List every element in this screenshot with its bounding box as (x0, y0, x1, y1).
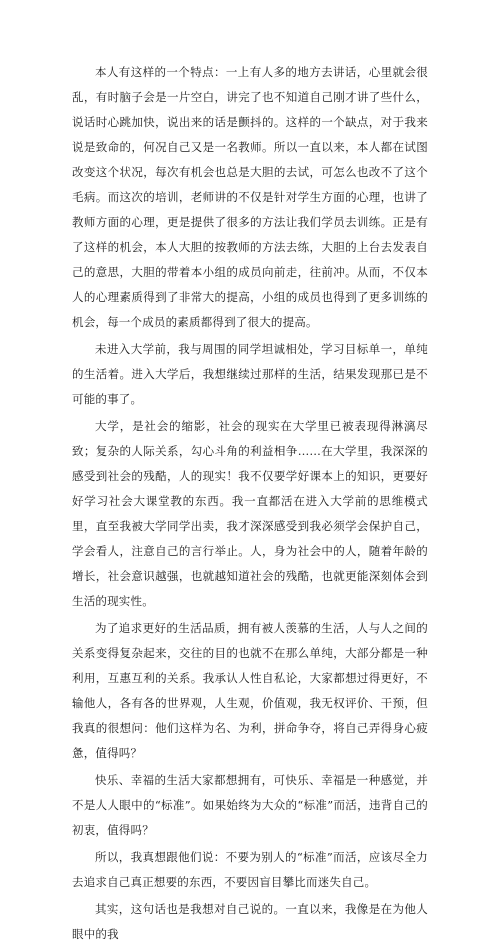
paragraph-7: 其实，这句话也是我想对自己说的。一直以来，我像是在为他人眼中的我 (72, 902, 428, 941)
paragraph-5: 快乐、幸福的生活大家都想拥有，可快乐、幸福是一种感觉，并不是人人眼中的“标准”。如果始终为大众的“标准”而活，违背自己的初衷，值得吗？ (72, 773, 428, 837)
paragraph-4: 为了追求更好的生活品质，拥有被人羡慕的生活，人与人之间的关系变得复杂起来，交往的目的也就不在那么单纯，大部分都是一种利用，互惠互利的关系。我承认人性自私论，大家都想过得更好，不输他人，各有各的世界观，人生观，价值观，我无权评价、干预，但我真的很想问：他们这样为名、为利，拼命争夺，将自己弄得身心疲惫，值得吗？ (72, 621, 428, 760)
paragraph-6: 所以，我真想跟他们说：不要为别人的“标准”而活，应该尽全力去追求自己真正想要的东西，不要因盲目攀比而迷失自己。 (72, 850, 428, 889)
paragraph-2: 未进入大学前，我与周围的同学坦诚相处，学习目标单一，单纯的生活着。进入大学后，我想继续过那样的生活，结果发现那已是不可能的事了。 (72, 342, 428, 406)
paragraph-3: 大学，是社会的缩影，社会的现实在大学里已被表现得淋漓尽致；复杂的人际关系，勾心斗角的利益相争……在大学里，我深深的感受到社会的残酷，人的现实！我不仅要学好课本上的知识，更要好好学习社会大课堂教的东西。我一直都活在进入大学前的思维模式里，直至我被大学同学出卖，我才深深感受到我必须学会保护自己，学会看人，注意自己的言行举止。人，身为社会中的人，随着年龄的增长，社会意识越强，也就越知道社会的残酷，也就更能深刻体会到生活的现实性。 (72, 419, 428, 608)
paragraph-1: 本人有这样的一个特点：一上有人多的地方去讲话，心里就会很乱，有时脑子会是一片空白，讲完了也不知道自己刚才讲了些什么，说话时心跳加快，说出来的话是颤抖的。这样的一个缺点，对于我来说是致命的，何况自己又是一名教师。所以一直以来，本人都在试图改变这个状况，每次有机会也总是大胆的去试，可怎么也改不了这个毛病。而这次的培训，老师讲的不仅是针对学生方面的心理，也讲了教师方面的心理，更是提供了很多的方法让我们学员去训练。正是有了这样的机会，本人大胆的按教师的方法去练，大胆的上台去发表自己的意思，大胆的带着本小组的成员向前走，往前冲。从而，不仅本人的心理素质得到了非常大的提高，小组的成员也得到了更多训练的机会，每一个成员的素质都得到了很大的提高。 (72, 65, 428, 329)
